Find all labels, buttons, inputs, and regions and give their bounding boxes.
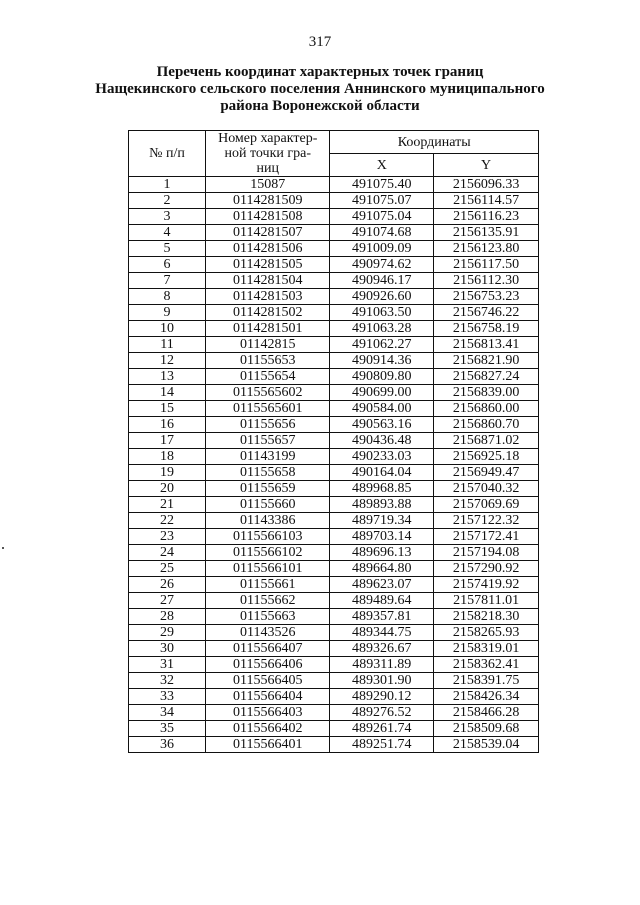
scan-speck	[2, 547, 4, 549]
table-row	[129, 369, 539, 385]
cell-y: 2156925.18	[434, 449, 539, 465]
cell-y: 2158509.68	[434, 721, 539, 737]
cell-x: 491063.28	[330, 321, 434, 337]
cell-row-number: 24	[129, 545, 206, 561]
cell-row-number: 31	[129, 657, 206, 673]
table-row	[129, 657, 539, 673]
cell-x: 489276.52	[330, 705, 434, 721]
cell-x: 489344.75	[330, 625, 434, 641]
cell-row-number: 33	[129, 689, 206, 705]
cell-row-number: 29	[129, 625, 206, 641]
cell-point-number: 0115565601	[206, 401, 330, 417]
cell-point-number: 0115566403	[206, 705, 330, 721]
cell-x: 491075.07	[330, 193, 434, 209]
cell-row-number: 17	[129, 433, 206, 449]
table-row	[129, 513, 539, 529]
cell-row-number: 14	[129, 385, 206, 401]
cell-y: 2156860.00	[434, 401, 539, 417]
cell-x: 489623.07	[330, 577, 434, 593]
cell-y: 2158466.28	[434, 705, 539, 721]
cell-x: 489696.13	[330, 545, 434, 561]
table-row	[129, 497, 539, 513]
cell-x: 491063.50	[330, 305, 434, 321]
table-row	[129, 225, 539, 241]
cell-y: 2158218.30	[434, 609, 539, 625]
cell-y: 2156114.57	[434, 193, 539, 209]
cell-x: 489261.74	[330, 721, 434, 737]
cell-point-number: 0114281501	[206, 321, 330, 337]
table-row	[129, 241, 539, 257]
cell-point-number: 01143199	[206, 449, 330, 465]
table-row	[129, 433, 539, 449]
cell-y: 2158265.93	[434, 625, 539, 641]
cell-y: 2156135.91	[434, 225, 539, 241]
cell-row-number: 27	[129, 593, 206, 609]
cell-x: 489719.34	[330, 513, 434, 529]
table-row	[129, 705, 539, 721]
cell-x: 489968.85	[330, 481, 434, 497]
cell-y: 2158362.41	[434, 657, 539, 673]
header-y: Y	[434, 154, 539, 177]
cell-x: 490914.36	[330, 353, 434, 369]
cell-row-number: 4	[129, 225, 206, 241]
coordinates-table	[128, 130, 539, 753]
cell-x: 490974.62	[330, 257, 434, 273]
cell-point-number: 0115565602	[206, 385, 330, 401]
page-number: 317	[308, 34, 332, 50]
header-coordinates: Координаты	[330, 131, 539, 154]
cell-x: 490164.04	[330, 465, 434, 481]
header-row-number: № п/п	[129, 131, 206, 177]
cell-row-number: 32	[129, 673, 206, 689]
table-row	[129, 209, 539, 225]
cell-point-number: 01155662	[206, 593, 330, 609]
header-point-line-3: ниц	[256, 161, 279, 176]
cell-row-number: 18	[129, 449, 206, 465]
cell-row-number: 22	[129, 513, 206, 529]
cell-y: 2156871.02	[434, 433, 539, 449]
header-point-line-2: ной точки гра-	[224, 146, 311, 161]
cell-x: 490233.03	[330, 449, 434, 465]
table-row	[129, 737, 539, 753]
cell-point-number: 0114281508	[206, 209, 330, 225]
table-row	[129, 481, 539, 497]
cell-row-number: 25	[129, 561, 206, 577]
cell-x: 491074.68	[330, 225, 434, 241]
cell-point-number: 15087	[206, 177, 330, 193]
table-row	[129, 193, 539, 209]
cell-row-number: 11	[129, 337, 206, 353]
cell-y: 2156949.47	[434, 465, 539, 481]
cell-y: 2157811.01	[434, 593, 539, 609]
cell-y: 2157419.92	[434, 577, 539, 593]
cell-x: 489301.90	[330, 673, 434, 689]
cell-row-number: 5	[129, 241, 206, 257]
cell-row-number: 1	[129, 177, 206, 193]
cell-x: 490946.17	[330, 273, 434, 289]
cell-row-number: 2	[129, 193, 206, 209]
table-row	[129, 337, 539, 353]
table-row	[129, 641, 539, 657]
cell-row-number: 23	[129, 529, 206, 545]
cell-x: 491075.04	[330, 209, 434, 225]
cell-y: 2156839.00	[434, 385, 539, 401]
cell-point-number: 0114281509	[206, 193, 330, 209]
header-point-line-1: Номер характер-	[218, 131, 318, 146]
cell-y: 2157122.32	[434, 513, 539, 529]
cell-y: 2158539.04	[434, 737, 539, 753]
cell-y: 2156758.19	[434, 321, 539, 337]
table-row	[129, 689, 539, 705]
cell-point-number: 0115566101	[206, 561, 330, 577]
table-row	[129, 289, 539, 305]
cell-row-number: 35	[129, 721, 206, 737]
cell-y: 2156123.80	[434, 241, 539, 257]
cell-row-number: 34	[129, 705, 206, 721]
cell-x: 491075.40	[330, 177, 434, 193]
cell-point-number: 0115566407	[206, 641, 330, 657]
cell-x: 489489.64	[330, 593, 434, 609]
cell-x: 489251.74	[330, 737, 434, 753]
table-row	[129, 561, 539, 577]
cell-x: 489357.81	[330, 609, 434, 625]
cell-x: 490436.48	[330, 433, 434, 449]
table-row	[129, 385, 539, 401]
cell-x: 491009.09	[330, 241, 434, 257]
cell-x: 490809.80	[330, 369, 434, 385]
cell-y: 2157040.32	[434, 481, 539, 497]
cell-y: 2156117.50	[434, 257, 539, 273]
cell-y: 2157172.41	[434, 529, 539, 545]
table-row	[129, 529, 539, 545]
cell-point-number: 0115566404	[206, 689, 330, 705]
table-row	[129, 273, 539, 289]
cell-x: 491062.27	[330, 337, 434, 353]
cell-y: 2156112.30	[434, 273, 539, 289]
document-title	[60, 64, 580, 115]
cell-point-number: 0114281507	[206, 225, 330, 241]
cell-x: 489664.80	[330, 561, 434, 577]
cell-point-number: 01155663	[206, 609, 330, 625]
cell-x: 489311.89	[330, 657, 434, 673]
cell-point-number: 01155658	[206, 465, 330, 481]
cell-point-number: 0115566103	[206, 529, 330, 545]
cell-x: 489703.14	[330, 529, 434, 545]
header-x: X	[330, 154, 434, 177]
title-line-1: Перечень координат характерных точек границ	[156, 64, 484, 80]
cell-row-number: 19	[129, 465, 206, 481]
cell-y: 2157069.69	[434, 497, 539, 513]
cell-row-number: 16	[129, 417, 206, 433]
cell-y: 2156827.24	[434, 369, 539, 385]
cell-y: 2156096.33	[434, 177, 539, 193]
table-row	[129, 321, 539, 337]
cell-row-number: 20	[129, 481, 206, 497]
cell-point-number: 01142815	[206, 337, 330, 353]
cell-point-number: 0115566402	[206, 721, 330, 737]
cell-row-number: 10	[129, 321, 206, 337]
cell-point-number: 0115566102	[206, 545, 330, 561]
cell-y: 2156860.70	[434, 417, 539, 433]
cell-row-number: 21	[129, 497, 206, 513]
cell-point-number: 01155661	[206, 577, 330, 593]
table-row	[129, 721, 539, 737]
title-line-2: Нащекинского сельского поселения Аннинского муниципального	[95, 81, 545, 97]
table-row	[129, 353, 539, 369]
cell-row-number: 30	[129, 641, 206, 657]
cell-row-number: 13	[129, 369, 206, 385]
cell-point-number: 0114281503	[206, 289, 330, 305]
title-line-3: района Воронежской области	[220, 98, 420, 114]
table-row	[129, 465, 539, 481]
cell-point-number: 0114281506	[206, 241, 330, 257]
cell-row-number: 28	[129, 609, 206, 625]
cell-point-number: 0115566401	[206, 737, 330, 753]
table-row	[129, 257, 539, 273]
cell-x: 489290.12	[330, 689, 434, 705]
cell-x: 489893.88	[330, 497, 434, 513]
cell-x: 490584.00	[330, 401, 434, 417]
cell-point-number: 01155659	[206, 481, 330, 497]
cell-x: 489326.67	[330, 641, 434, 657]
cell-row-number: 8	[129, 289, 206, 305]
cell-x: 490699.00	[330, 385, 434, 401]
table-row	[129, 177, 539, 193]
cell-y: 2158391.75	[434, 673, 539, 689]
cell-y: 2156746.22	[434, 305, 539, 321]
table-row	[129, 625, 539, 641]
table-row	[129, 449, 539, 465]
cell-point-number: 01143526	[206, 625, 330, 641]
cell-point-number: 01155656	[206, 417, 330, 433]
table-row	[129, 305, 539, 321]
cell-point-number: 01155660	[206, 497, 330, 513]
cell-row-number: 7	[129, 273, 206, 289]
cell-row-number: 26	[129, 577, 206, 593]
table-row	[129, 577, 539, 593]
cell-point-number: 01155653	[206, 353, 330, 369]
cell-point-number: 0115566406	[206, 657, 330, 673]
cell-y: 2158319.01	[434, 641, 539, 657]
cell-y: 2157290.92	[434, 561, 539, 577]
cell-point-number: 0114281502	[206, 305, 330, 321]
cell-row-number: 15	[129, 401, 206, 417]
cell-point-number: 01155657	[206, 433, 330, 449]
cell-y: 2156813.41	[434, 337, 539, 353]
cell-x: 490563.16	[330, 417, 434, 433]
cell-row-number: 9	[129, 305, 206, 321]
table-row	[129, 401, 539, 417]
table-row	[129, 545, 539, 561]
header-point-number	[206, 131, 330, 177]
table-row	[129, 609, 539, 625]
cell-y: 2158426.34	[434, 689, 539, 705]
cell-y: 2156116.23	[434, 209, 539, 225]
cell-y: 2157194.08	[434, 545, 539, 561]
table-row	[129, 673, 539, 689]
cell-y: 2156753.23	[434, 289, 539, 305]
cell-point-number: 01143386	[206, 513, 330, 529]
cell-point-number: 0115566405	[206, 673, 330, 689]
table-row	[129, 417, 539, 433]
cell-row-number: 3	[129, 209, 206, 225]
cell-row-number: 6	[129, 257, 206, 273]
cell-row-number: 36	[129, 737, 206, 753]
cell-point-number: 01155654	[206, 369, 330, 385]
cell-point-number: 0114281505	[206, 257, 330, 273]
cell-y: 2156821.90	[434, 353, 539, 369]
cell-x: 490926.60	[330, 289, 434, 305]
table-row	[129, 593, 539, 609]
cell-row-number: 12	[129, 353, 206, 369]
cell-point-number: 0114281504	[206, 273, 330, 289]
